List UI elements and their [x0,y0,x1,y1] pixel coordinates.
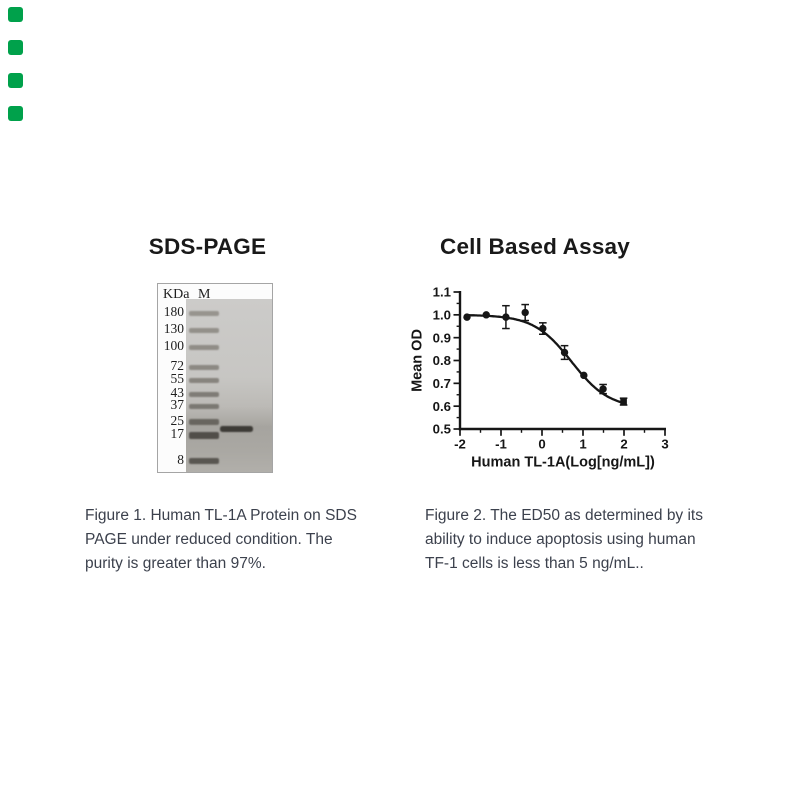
mw-label-100: 100 [163,338,184,353]
caption-line: Figure 1. Human TL-1A Protein on SDS [85,507,357,524]
carousel-dot[interactable] [8,73,23,88]
svg-text:-2: -2 [454,436,466,452]
mw-label-25: 25 [170,413,184,428]
caption-line: purity is greater than 97%. [85,555,266,572]
ladder-band-8 [189,458,219,464]
figure1-title: SDS-PAGE [148,234,267,259]
mw-label-43: 43 [170,385,184,400]
svg-text:2: 2 [620,436,628,452]
carousel-dot[interactable] [8,7,23,22]
mw-label-17: 17 [170,426,184,441]
mw-label-8: 8 [177,452,184,467]
svg-text:1: 1 [579,436,587,452]
svg-text:-1: -1 [495,436,507,452]
caption-line: TF-1 cells is less than 5 ng/mL.. [425,555,644,572]
ladder-band-25 [189,419,219,425]
caption-line: PAGE under reduced condition. The [85,531,333,548]
svg-text:3: 3 [661,436,669,452]
ladder-band-100 [189,345,219,350]
mw-label-37: 37 [170,397,184,412]
sample-protein-band [220,426,253,432]
gel-unit-label: KDa [163,287,190,302]
ladder-band-72 [189,365,219,370]
ladder-band-130 [189,328,219,333]
svg-text:0.5: 0.5 [432,421,451,437]
ladder-band-43 [189,392,219,397]
ladder-band-17 [189,432,219,439]
sds-page-gel [157,283,273,473]
ladder-band-55 [189,378,219,383]
gel-marker-lane-label: M [198,287,211,302]
svg-text:0.7: 0.7 [432,376,451,392]
svg-text:1.1: 1.1 [432,284,451,300]
gel-lane-area [186,299,272,472]
svg-text:Human TL-1A(Log[ng/mL]): Human TL-1A(Log[ng/mL]) [471,454,655,471]
ladder-band-180 [189,311,219,316]
carousel-dot[interactable] [8,40,23,55]
carousel-dot[interactable] [8,106,23,121]
figure2-caption [425,504,703,576]
svg-text:0: 0 [538,436,546,452]
caption-line: ability to induce apoptosis using human [425,531,696,548]
ladder-band-37 [189,404,219,409]
mw-label-72: 72 [170,358,184,373]
mw-label-55: 55 [170,371,184,386]
svg-text:Mean OD: Mean OD [409,329,426,392]
svg-text:0.9: 0.9 [432,330,451,346]
mw-label-130: 130 [163,321,184,336]
svg-text:0.6: 0.6 [432,398,451,414]
figure1-caption [85,504,357,576]
svg-text:1.0: 1.0 [432,307,451,323]
mw-label-180: 180 [163,304,184,319]
figure2-title: Cell Based Assay [440,234,630,259]
svg-text:0.8: 0.8 [432,353,451,369]
caption-line: Figure 2. The ED50 as determined by its [425,507,703,524]
dose-response-chart [400,282,685,472]
